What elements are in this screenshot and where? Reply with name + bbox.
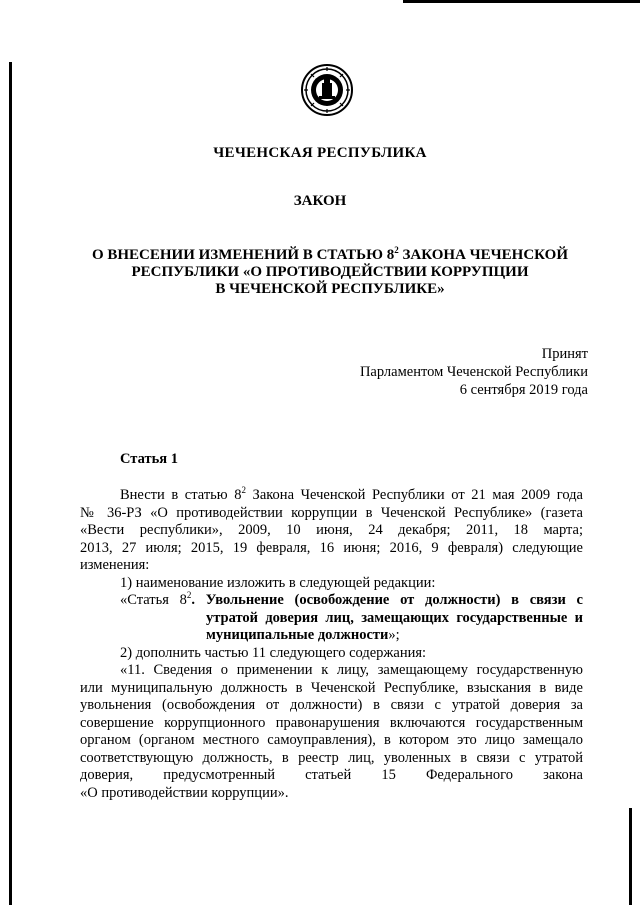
item-2-line-2: или муниципальную должность в Чеченской Республике, взыскания в виде [80, 679, 583, 696]
intro-line-5: изменения: [80, 557, 150, 573]
item-2-line-5: органом (органом местного самоуправления), в котором это лицо замещало [80, 732, 583, 748]
item-1-quote-line-2: утратой доверия лиц, замещающих государственные и [206, 609, 583, 626]
intro-line-1: Внести в статью $8^2$ Закона Чеченской Республики от 21 мая 2009 года [120, 485, 583, 503]
item-2-line-3: увольнения (освобождения от должности) в связи с утратой доверия за [80, 697, 583, 713]
adoption-block [360, 345, 588, 399]
item-1-quote-line-1: «Статья $8^2$. Увольнение (освобождение от должности) в связи с [120, 590, 583, 608]
law-name-line-3: В ЧЕЧЕНСКОЙ РЕСПУБЛИКЕ» [215, 281, 445, 297]
article-heading: Статья 1 [120, 451, 178, 467]
item-2-line-1: «11. Сведения о применении к лицу, замещающему государственную [120, 662, 583, 678]
law-name-line-1: О ВНЕСЕНИИ ИЗМЕНЕНИЙ В СТАТЬЮ $8^2$ ЗАКОНА ЧЕЧЕНСКОЙ [91, 245, 569, 263]
scan-edge-right [629, 808, 632, 905]
scan-edge-left [9, 62, 12, 905]
adopted-by: Парламентом Чеченской Республики [359, 364, 588, 380]
item-1-quote-line-3: муниципальные должности»; [206, 627, 400, 643]
item-1: 1) наименование изложить в следующей редакции: [120, 574, 436, 591]
item-2: 2) дополнить частью 11 следующего содержания: [120, 644, 427, 661]
adopted-date: 6 сентября 2019 года [459, 382, 588, 398]
law-name-line-2: РЕСПУБЛИКИ «О ПРОТИВОДЕЙСТВИИ КОРРУПЦИИ [131, 264, 529, 280]
law-name [60, 247, 600, 298]
item-2-line-8: «О противодействии коррупции». [80, 784, 289, 801]
item-2-line-4: совершение коррупционного правонарушения включаются государственным [80, 714, 583, 731]
document-type: ЗАКОН [293, 193, 347, 209]
item-2-line-6: соответствующую должность, в реестр лиц, уволенных в связи с утратой [80, 749, 583, 766]
chechen-emblem-icon [301, 64, 353, 116]
republic-title: ЧЕЧЕНСКАЯ РЕСПУБЛИКА [213, 145, 427, 161]
intro-line-2: № 36-РЗ «О противодействии коррупции в Чеченской Республике» (газета [80, 504, 583, 521]
intro-line-3: «Вести республики», 2009, 10 июня, 24 декабря; 2011, 18 марта; [80, 522, 583, 538]
intro-line-4: 2013, 27 июля; 2015, 19 февраля, 16 июня; 2016, 9 февраля) следующие [80, 539, 583, 556]
adopted-label: Принят [541, 346, 588, 362]
item-2-line-7: доверия, предусмотренный статьей 15 Федерального закона [80, 767, 583, 783]
article-body [80, 487, 583, 802]
scan-edge-top [403, 0, 640, 3]
